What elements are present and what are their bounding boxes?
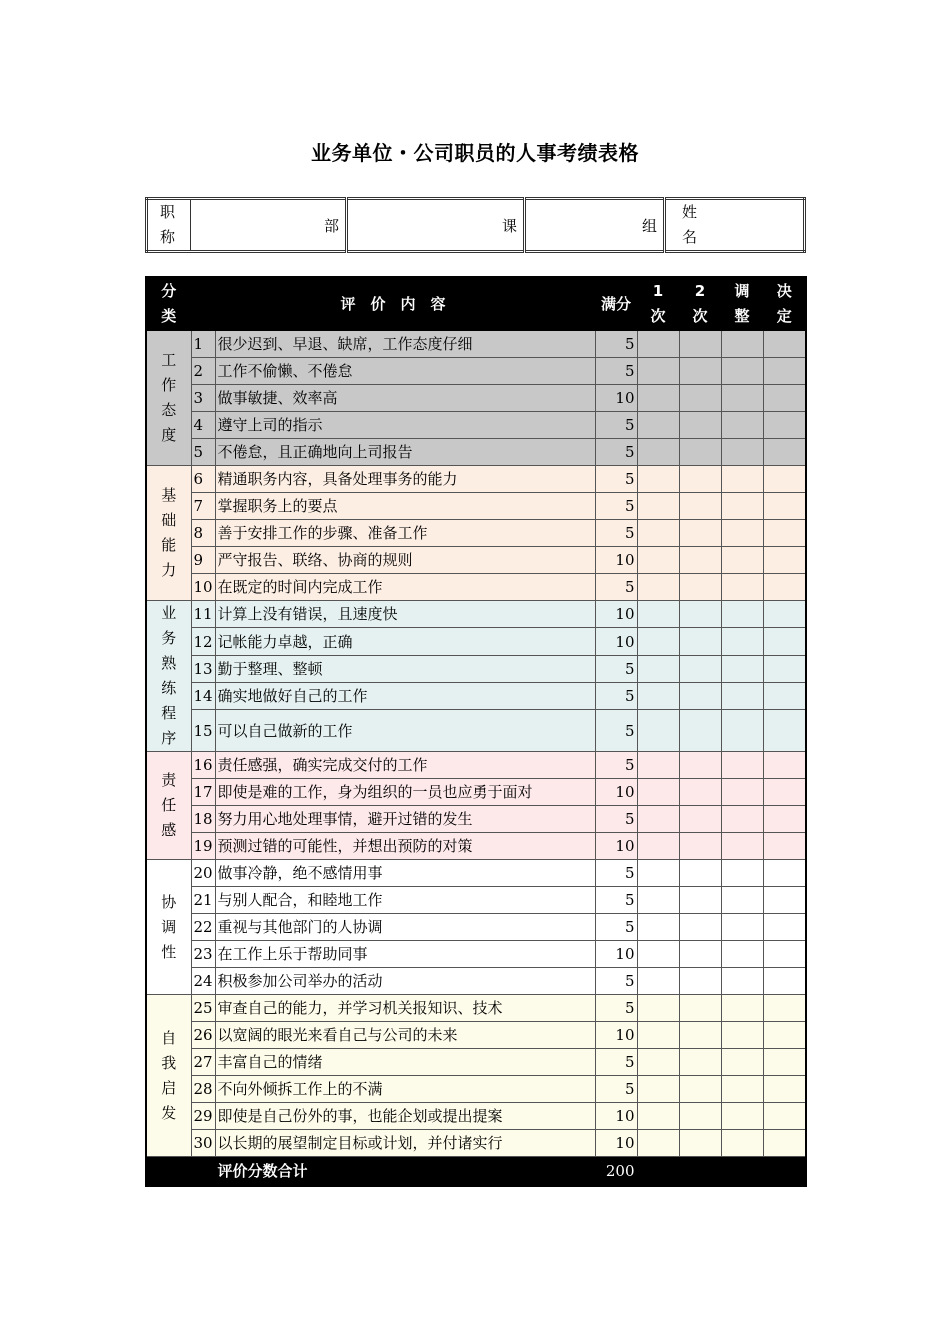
decision-cell[interactable]	[763, 833, 806, 860]
adjust-cell[interactable]	[721, 914, 763, 941]
item-text: 审查自己的能力，并学习机关报知识、技术	[215, 995, 595, 1022]
round1-cell[interactable]	[637, 683, 679, 710]
table-row	[146, 752, 806, 779]
full-score: 10	[595, 779, 637, 806]
decision-cell[interactable]	[763, 1103, 806, 1130]
item-text: 积极参加公司举办的活动	[215, 968, 595, 995]
item-text: 精通职务内容，具备处理事务的能力	[215, 466, 595, 493]
round2-cell[interactable]	[679, 493, 721, 520]
table-row	[146, 1049, 806, 1076]
item-text: 记帐能力卓越，正确	[215, 628, 595, 655]
item-number: 7	[191, 493, 215, 520]
item-number: 11	[191, 601, 215, 628]
round2-cell[interactable]	[679, 968, 721, 995]
round2-cell[interactable]	[679, 358, 721, 385]
adjust-cell[interactable]	[721, 683, 763, 710]
adjust-cell[interactable]	[721, 439, 763, 466]
item-number: 20	[191, 860, 215, 887]
header-full-score: 满分	[595, 277, 637, 331]
evaluation-table	[145, 276, 807, 1187]
full-score: 5	[595, 331, 637, 358]
category-cell: 工 作 态 度	[146, 331, 191, 466]
decision-cell[interactable]	[763, 779, 806, 806]
round2-cell[interactable]	[679, 806, 721, 833]
table-row	[146, 655, 806, 682]
item-number: 21	[191, 887, 215, 914]
adjust-cell[interactable]	[721, 806, 763, 833]
category-cell: 自 我 启 发	[146, 995, 191, 1157]
item-number: 25	[191, 995, 215, 1022]
decision-cell[interactable]	[763, 752, 806, 779]
decision-cell[interactable]	[763, 655, 806, 682]
category-cell: 责 任 感	[146, 752, 191, 860]
item-text: 计算上没有错误，且速度快	[215, 601, 595, 628]
round1-cell[interactable]	[637, 493, 679, 520]
item-text: 与别人配合，和睦地工作	[215, 887, 595, 914]
item-text: 即使是难的工作，身为组织的一员也应勇于面对	[215, 779, 595, 806]
full-score: 5	[595, 806, 637, 833]
adjust-cell[interactable]	[721, 941, 763, 968]
full-score: 5	[595, 1076, 637, 1103]
adjust-cell[interactable]	[721, 995, 763, 1022]
adjust-cell[interactable]	[721, 1076, 763, 1103]
adjust-cell[interactable]	[721, 860, 763, 887]
table-row	[146, 358, 806, 385]
round2-cell[interactable]	[679, 574, 721, 601]
full-score: 5	[595, 860, 637, 887]
adjust-cell[interactable]	[721, 1022, 763, 1049]
decision-cell[interactable]	[763, 941, 806, 968]
item-text: 可以自己做新的工作	[215, 710, 595, 752]
item-number: 28	[191, 1076, 215, 1103]
adjust-cell[interactable]	[721, 520, 763, 547]
item-text: 严守报告、联络、协商的规则	[215, 547, 595, 574]
decision-cell[interactable]	[763, 574, 806, 601]
decision-cell[interactable]	[763, 628, 806, 655]
full-score: 5	[595, 887, 637, 914]
item-number: 5	[191, 439, 215, 466]
item-number: 10	[191, 574, 215, 601]
full-score: 5	[595, 520, 637, 547]
decision-cell[interactable]	[763, 547, 806, 574]
item-text: 努力用心地处理事情，避开过错的发生	[215, 806, 595, 833]
category-cell: 业 务 熟 练 程 序	[146, 601, 191, 752]
round2-cell[interactable]	[679, 547, 721, 574]
round2-cell[interactable]	[679, 439, 721, 466]
round1-cell[interactable]	[637, 833, 679, 860]
department-field[interactable]: 部	[191, 199, 347, 252]
item-text: 以长期的展望制定目标或计划，并付诸实行	[215, 1130, 595, 1157]
table-row	[146, 493, 806, 520]
round2-cell[interactable]	[679, 628, 721, 655]
total-score: 200	[595, 1157, 637, 1187]
item-text: 掌握职务上的要点	[215, 493, 595, 520]
round2-cell[interactable]	[679, 1103, 721, 1130]
header-category: 分 类	[146, 277, 191, 331]
header-round2: 2 次	[679, 277, 721, 331]
item-number: 4	[191, 412, 215, 439]
item-text: 即使是自己份外的事，也能企划或提出提案	[215, 1103, 595, 1130]
decision-cell[interactable]	[763, 914, 806, 941]
decision-cell[interactable]	[763, 968, 806, 995]
full-score: 5	[595, 914, 637, 941]
round2-cell[interactable]	[679, 683, 721, 710]
item-text: 做事敏捷、效率高	[215, 385, 595, 412]
full-score: 5	[595, 752, 637, 779]
full-score: 5	[595, 1049, 637, 1076]
item-text: 做事冷静，绝不感情用事	[215, 860, 595, 887]
adjust-cell[interactable]	[721, 710, 763, 752]
item-text: 不倦怠，且正确地向上司报告	[215, 439, 595, 466]
decision-cell[interactable]	[763, 1130, 806, 1157]
full-score: 5	[595, 683, 637, 710]
adjust-cell[interactable]	[721, 968, 763, 995]
full-score: 5	[595, 995, 637, 1022]
name-label-char-2: 名	[682, 228, 698, 246]
round2-cell[interactable]	[679, 833, 721, 860]
item-number: 6	[191, 466, 215, 493]
name-field[interactable]	[665, 199, 805, 252]
item-text: 很少迟到、早退、缺席，工作态度仔细	[215, 331, 595, 358]
round1-cell[interactable]	[637, 1076, 679, 1103]
item-text: 工作不偷懒、不倦怠	[215, 358, 595, 385]
adjust-cell[interactable]	[721, 601, 763, 628]
table-row	[146, 968, 806, 995]
item-number: 17	[191, 779, 215, 806]
full-score: 5	[595, 710, 637, 752]
total-adjust[interactable]	[721, 1157, 763, 1187]
table-row	[146, 331, 806, 358]
item-number: 13	[191, 655, 215, 682]
adjust-cell[interactable]	[721, 358, 763, 385]
round2-cell[interactable]	[679, 941, 721, 968]
round1-cell[interactable]	[637, 385, 679, 412]
decision-cell[interactable]	[763, 385, 806, 412]
total-round1[interactable]	[637, 1157, 679, 1187]
decision-cell[interactable]	[763, 439, 806, 466]
item-number: 19	[191, 833, 215, 860]
item-number: 18	[191, 806, 215, 833]
round2-cell[interactable]	[679, 385, 721, 412]
round1-cell[interactable]	[637, 601, 679, 628]
round1-cell[interactable]	[637, 968, 679, 995]
table-row	[146, 466, 806, 493]
decision-cell[interactable]	[763, 1022, 806, 1049]
round1-cell[interactable]	[637, 574, 679, 601]
round1-cell[interactable]	[637, 1022, 679, 1049]
table-row	[146, 574, 806, 601]
round1-cell[interactable]	[637, 941, 679, 968]
round2-cell[interactable]	[679, 1022, 721, 1049]
round1-cell[interactable]	[637, 628, 679, 655]
total-blank	[146, 1157, 191, 1187]
item-text: 预测过错的可能性，并想出预防的对策	[215, 833, 595, 860]
round2-cell[interactable]	[679, 752, 721, 779]
round2-cell[interactable]	[679, 601, 721, 628]
round1-cell[interactable]	[637, 887, 679, 914]
round2-cell[interactable]	[679, 1049, 721, 1076]
table-row	[146, 520, 806, 547]
full-score: 5	[595, 968, 637, 995]
decision-cell[interactable]	[763, 1076, 806, 1103]
round2-cell[interactable]	[679, 710, 721, 752]
item-number: 12	[191, 628, 215, 655]
total-label: 评价分数合计	[215, 1157, 595, 1187]
group-field[interactable]: 组	[525, 199, 665, 252]
header-decision: 决 定	[763, 277, 806, 331]
table-row	[146, 710, 806, 752]
round1-cell[interactable]	[637, 1049, 679, 1076]
table-row	[146, 941, 806, 968]
decision-cell[interactable]	[763, 358, 806, 385]
position-label	[147, 199, 191, 252]
round1-cell[interactable]	[637, 1130, 679, 1157]
item-text: 善于安排工作的步骤、准备工作	[215, 520, 595, 547]
full-score: 10	[595, 1103, 637, 1130]
decision-cell[interactable]	[763, 493, 806, 520]
table-row	[146, 914, 806, 941]
position-label-char-2: 称	[160, 228, 176, 246]
round2-cell[interactable]	[679, 331, 721, 358]
section-field[interactable]: 课	[347, 199, 525, 252]
item-number: 16	[191, 752, 215, 779]
item-number: 22	[191, 914, 215, 941]
round2-cell[interactable]	[679, 860, 721, 887]
full-score: 5	[595, 466, 637, 493]
table-row	[146, 547, 806, 574]
round2-cell[interactable]	[679, 520, 721, 547]
decision-cell[interactable]	[763, 520, 806, 547]
table-row	[146, 779, 806, 806]
item-text: 遵守上司的指示	[215, 412, 595, 439]
table-row	[146, 1130, 806, 1157]
table-row	[146, 601, 806, 628]
total-blank	[191, 1157, 215, 1187]
total-row	[146, 1157, 806, 1187]
adjust-cell[interactable]	[721, 547, 763, 574]
decision-cell[interactable]	[763, 806, 806, 833]
round1-cell[interactable]	[637, 655, 679, 682]
item-number: 2	[191, 358, 215, 385]
item-text: 不向外倾拆工作上的不满	[215, 1076, 595, 1103]
adjust-cell[interactable]	[721, 628, 763, 655]
item-number: 8	[191, 520, 215, 547]
category-cell: 协 调 性	[146, 860, 191, 995]
table-row	[146, 1022, 806, 1049]
round1-cell[interactable]	[637, 1103, 679, 1130]
round2-cell[interactable]	[679, 779, 721, 806]
round2-cell[interactable]	[679, 1076, 721, 1103]
round1-cell[interactable]	[637, 779, 679, 806]
item-number: 1	[191, 331, 215, 358]
adjust-cell[interactable]	[721, 752, 763, 779]
decision-cell[interactable]	[763, 710, 806, 752]
round1-cell[interactable]	[637, 547, 679, 574]
adjust-cell[interactable]	[721, 574, 763, 601]
table-header-row	[146, 277, 806, 331]
adjust-cell[interactable]	[721, 1049, 763, 1076]
decision-cell[interactable]	[763, 1049, 806, 1076]
adjust-cell[interactable]	[721, 1103, 763, 1130]
round2-cell[interactable]	[679, 466, 721, 493]
header-adjust: 调 整	[721, 277, 763, 331]
full-score: 5	[595, 412, 637, 439]
full-score: 10	[595, 547, 637, 574]
table-row	[146, 1076, 806, 1103]
round2-cell[interactable]	[679, 995, 721, 1022]
full-score: 10	[595, 1130, 637, 1157]
adjust-cell[interactable]	[721, 331, 763, 358]
full-score: 5	[595, 358, 637, 385]
full-score: 5	[595, 493, 637, 520]
item-text: 以宽阔的眼光来看自己与公司的未来	[215, 1022, 595, 1049]
decision-cell[interactable]	[763, 466, 806, 493]
round1-cell[interactable]	[637, 331, 679, 358]
header-round1: 1 次	[637, 277, 679, 331]
table-row	[146, 385, 806, 412]
item-number: 27	[191, 1049, 215, 1076]
full-score: 10	[595, 601, 637, 628]
round2-cell[interactable]	[679, 655, 721, 682]
adjust-cell[interactable]	[721, 655, 763, 682]
full-score: 10	[595, 1022, 637, 1049]
round1-cell[interactable]	[637, 752, 679, 779]
table-row	[146, 833, 806, 860]
employee-info-table	[145, 197, 806, 253]
full-score: 5	[595, 574, 637, 601]
decision-cell[interactable]	[763, 601, 806, 628]
round2-cell[interactable]	[679, 887, 721, 914]
round1-cell[interactable]	[637, 710, 679, 752]
table-row	[146, 412, 806, 439]
item-text: 重视与其他部门的人协调	[215, 914, 595, 941]
adjust-cell[interactable]	[721, 385, 763, 412]
table-row	[146, 683, 806, 710]
adjust-cell[interactable]	[721, 412, 763, 439]
item-number: 23	[191, 941, 215, 968]
item-number: 9	[191, 547, 215, 574]
total-decision[interactable]	[763, 1157, 806, 1187]
full-score: 10	[595, 833, 637, 860]
adjust-cell[interactable]	[721, 887, 763, 914]
table-row	[146, 1103, 806, 1130]
decision-cell[interactable]	[763, 995, 806, 1022]
decision-cell[interactable]	[763, 412, 806, 439]
full-score: 10	[595, 628, 637, 655]
item-text: 在工作上乐于帮助同事	[215, 941, 595, 968]
round1-cell[interactable]	[637, 520, 679, 547]
position-label-char-1: 职	[160, 203, 176, 221]
item-number: 14	[191, 683, 215, 710]
table-row	[146, 887, 806, 914]
round2-cell[interactable]	[679, 1130, 721, 1157]
table-row	[146, 806, 806, 833]
item-number: 3	[191, 385, 215, 412]
adjust-cell[interactable]	[721, 466, 763, 493]
round2-cell[interactable]	[679, 914, 721, 941]
total-round2[interactable]	[679, 1157, 721, 1187]
item-text: 丰富自己的情绪	[215, 1049, 595, 1076]
adjust-cell[interactable]	[721, 779, 763, 806]
decision-cell[interactable]	[763, 887, 806, 914]
item-number: 15	[191, 710, 215, 752]
item-text: 在既定的时间内完成工作	[215, 574, 595, 601]
name-label-char-1: 姓	[682, 203, 698, 221]
item-number: 24	[191, 968, 215, 995]
header-content: 评 价 内 容	[191, 277, 595, 331]
page-title: 业务单位・公司职员的人事考绩表格	[311, 141, 639, 165]
category-cell: 基 础 能 力	[146, 466, 191, 601]
table-row	[146, 995, 806, 1022]
round1-cell[interactable]	[637, 412, 679, 439]
decision-cell[interactable]	[763, 331, 806, 358]
full-score: 10	[595, 385, 637, 412]
item-text: 勤于整理、整顿	[215, 655, 595, 682]
item-text: 确实地做好自己的工作	[215, 683, 595, 710]
round1-cell[interactable]	[637, 466, 679, 493]
item-number: 30	[191, 1130, 215, 1157]
round1-cell[interactable]	[637, 995, 679, 1022]
table-row	[146, 860, 806, 887]
adjust-cell[interactable]	[721, 833, 763, 860]
decision-cell[interactable]	[763, 860, 806, 887]
item-text: 责任感强，确实完成交付的工作	[215, 752, 595, 779]
item-number: 26	[191, 1022, 215, 1049]
item-number: 29	[191, 1103, 215, 1130]
table-row	[146, 439, 806, 466]
round2-cell[interactable]	[679, 412, 721, 439]
round1-cell[interactable]	[637, 914, 679, 941]
full-score: 10	[595, 941, 637, 968]
table-row	[146, 628, 806, 655]
round1-cell[interactable]	[637, 806, 679, 833]
round1-cell[interactable]	[637, 439, 679, 466]
decision-cell[interactable]	[763, 683, 806, 710]
adjust-cell[interactable]	[721, 1130, 763, 1157]
full-score: 5	[595, 439, 637, 466]
adjust-cell[interactable]	[721, 493, 763, 520]
round1-cell[interactable]	[637, 860, 679, 887]
round1-cell[interactable]	[637, 358, 679, 385]
full-score: 5	[595, 655, 637, 682]
